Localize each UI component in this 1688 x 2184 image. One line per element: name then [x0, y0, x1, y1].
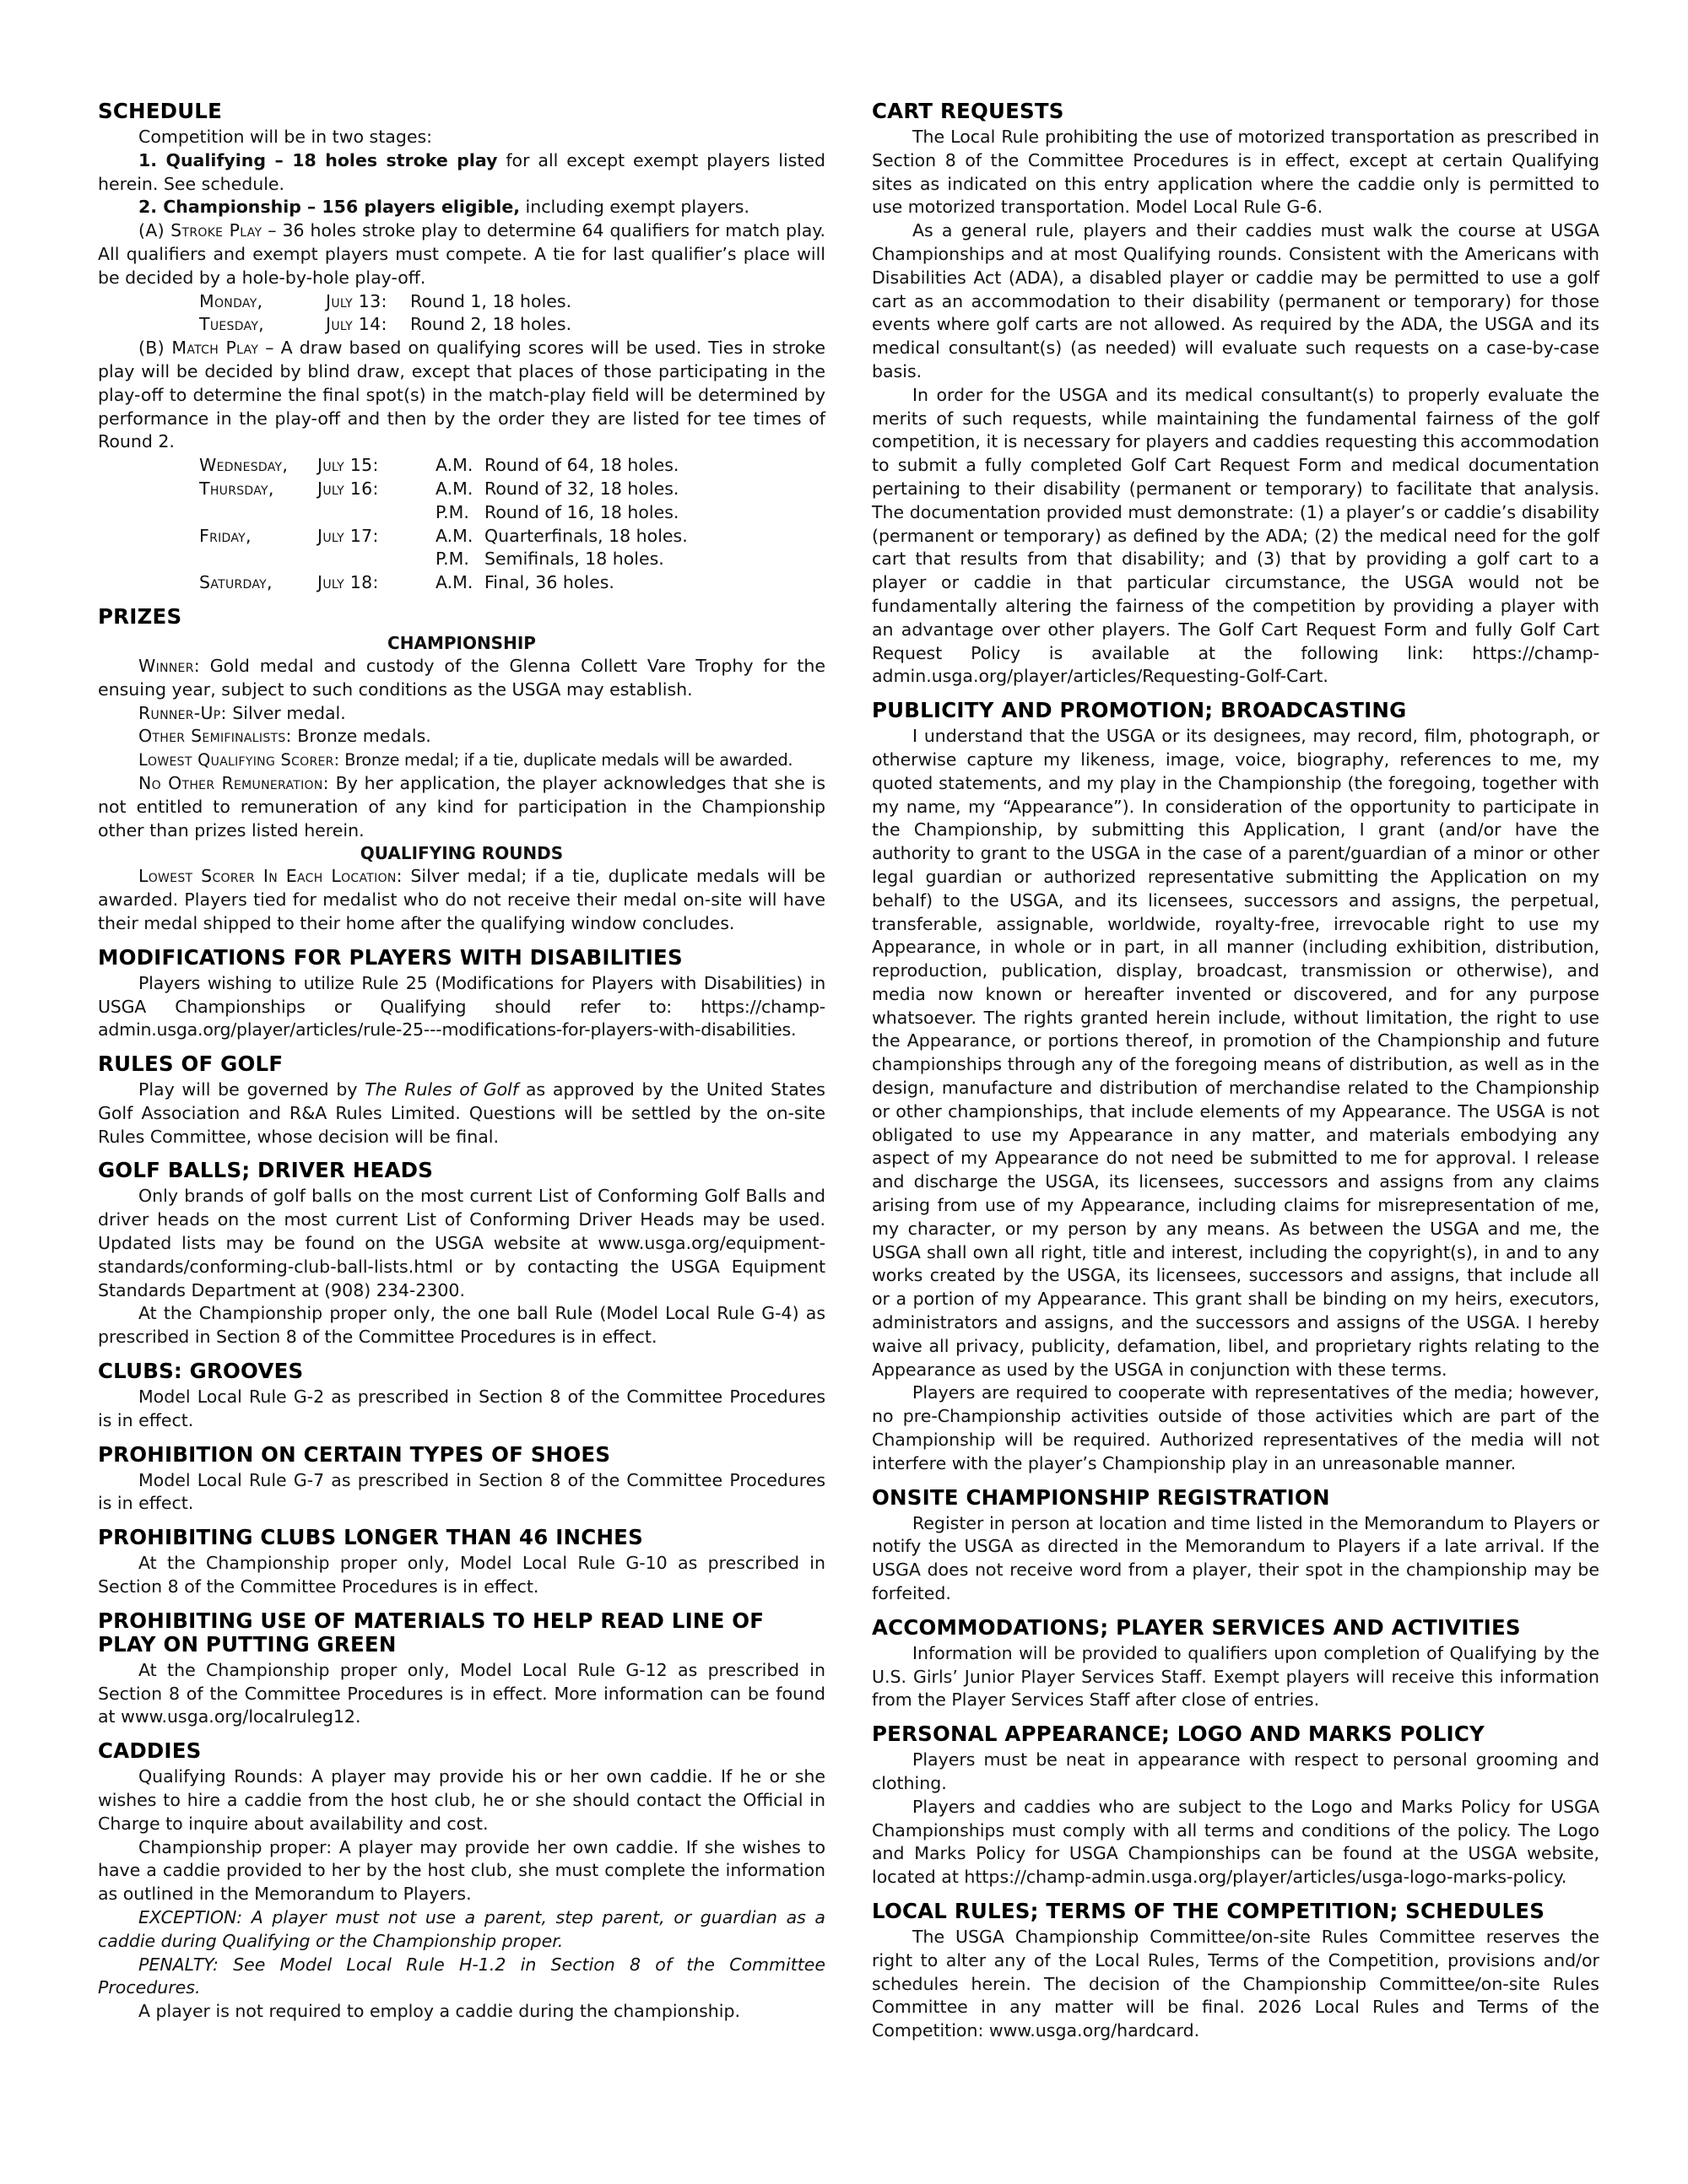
runner-up-prize: Runner-Up: Silver medal. [138, 702, 346, 723]
caddies-text-2: Championship proper: A player may provide her own caddie. If she wishes to have a caddie provided to her by the host club, she must complete the information as outlined in the Memorandum to Players. [98, 1836, 825, 1905]
schedule-time: A.M. [436, 572, 473, 593]
schedule-day: Saturday, [199, 572, 273, 593]
grooves-text: Model Local Rule G-2 as prescribed in Section 8 of the Committee Procedures is in effect. [98, 1387, 825, 1430]
stroke-play-paragraph: (A) Stroke Play – 36 holes stroke play to determine 64 qualifiers for match play. All qualifiers and exempt players must compete. A tie for last qualifier’s place will be decided by a hole-by-hole play-off. [98, 220, 825, 288]
schedule-date: July 18: [317, 572, 379, 593]
qualifying-rounds-subheading: QUALIFYING ROUNDS [360, 843, 564, 864]
registration-section [872, 1486, 1599, 1606]
materials-heading: PROHIBITING USE OF MATERIALS TO HELP READ LINE OF PLAY ON PUTTING GREEN [98, 1608, 765, 1657]
cart-section [872, 100, 1599, 689]
schedule-day: Friday, [199, 525, 252, 546]
clubs-46-text: At the Championship proper only, Model Local Rule G-10 as prescribed in Section 8 of the Committee Procedures is in effect. [98, 1553, 825, 1597]
schedule-item-2: 2. Championship – 156 players eligible, including exempt players. [138, 197, 749, 218]
rules-section [98, 1052, 825, 1149]
schedule-date [317, 548, 436, 571]
schedule-item-1: 1. Qualifying – 18 holes stroke play for all except exempt players listed herein. See schedule. [98, 149, 825, 194]
schedule-desc: Round of 16, 18 holes. [484, 501, 679, 522]
accommodations-heading: ACCOMMODATIONS; PLAYER SERVICES AND ACTIVITIES [872, 1614, 1521, 1640]
schedule-day: Monday, [199, 290, 263, 311]
schedule-time: A.M. [436, 525, 473, 546]
schedule-date: July 13: [326, 290, 387, 311]
schedule-date: July 17: [317, 525, 379, 546]
golf-balls-heading: GOLF BALLS; DRIVER HEADS [98, 1158, 434, 1183]
schedule-desc: Quarterfinals, 18 holes. [484, 525, 688, 546]
schedule-section [98, 100, 825, 595]
schedule-day: Tuesday, [199, 314, 264, 335]
cart-heading: CART REQUESTS [872, 99, 1064, 123]
caddies-heading: CADDIES [98, 1738, 202, 1764]
rules-text: Play will be governed by The Rules of Golf as approved by the United States Golf Association and R&A Rules Limited. Questions will be settled by the on-site Rules Committee, whose decision will be final. [98, 1079, 825, 1147]
winner-prize: Winner: Gold medal and custody of the Glenna Collett Vare Trophy for the ensuing year, subject to such conditions as the USGA may establish. [98, 655, 825, 700]
accommodations-section [872, 1616, 1599, 1712]
schedule-desc: Round of 32, 18 holes. [484, 478, 679, 499]
schedule-date [317, 501, 436, 525]
match-play-schedule [199, 454, 825, 595]
golf-balls-text-2: At the Championship proper only, the one ball Rule (Model Local Rule G-4) as prescribed in Section 8 of the Committee Procedures is in effect. [98, 1303, 825, 1348]
schedule-time: P.M. [436, 549, 469, 570]
right-column [872, 100, 1599, 2053]
caddies-text-3: A player is not required to employ a caddie during the championship. [138, 2001, 740, 2022]
local-rules-section [872, 1900, 1599, 2043]
schedule-heading: SCHEDULE [98, 99, 223, 123]
shoes-text: Model Local Rule G-7 as prescribed in Section 8 of the Committee Procedures is in effect. [98, 1469, 825, 1514]
appearance-text-1: Players must be neat in appearance with respect to personal grooming and clothing. [872, 1749, 1599, 1793]
championship-subheading: CHAMPIONSHIP [387, 632, 536, 653]
caddies-text-1: Qualifying Rounds: A player may provide his or her own caddie. If he or she wishes to hire a caddie from the host club, he or she should contact the Official in Charge to inquire about availability and cost. [98, 1766, 825, 1834]
left-column [98, 100, 825, 2034]
schedule-intro: Competition will be in two stages: [138, 127, 433, 147]
lowest-qualifying-prize: Lowest Qualifying Scorer: Bronze medal; if a tie, duplicate medals will be awarded. [138, 750, 793, 770]
schedule-day: Thursday, [199, 478, 274, 499]
schedule-day [199, 501, 317, 525]
schedule-desc: Round 1, 18 holes. [410, 290, 572, 311]
registration-heading: ONSITE CHAMPIONSHIP REGISTRATION [872, 1484, 1330, 1510]
local-rules-text: The USGA Championship Committee/on-site Rules Committee reserves the right to alter any of the Local Rules, Terms of the Competition, provisions and/or schedules herein. The decision of the Championship Committee/on-site Rules Committee in any matter will be final. 2026 Local Rules and Terms of the Competition: www.usga.org/hardcard. [872, 1926, 1599, 2041]
schedule-date: July 15: [317, 455, 379, 476]
registration-text: Register in person at location and time listed in the Memorandum to Players or notify the USGA as directed in the Memorandum to Players if a late arrival. If the USGA does not receive word from a player, their spot in the championship may be forfeited. [872, 1512, 1599, 1604]
prizes-heading: PRIZES [98, 603, 182, 629]
schedule-date: July 16: [317, 478, 379, 499]
schedule-desc: Final, 36 holes. [484, 572, 614, 593]
appearance-heading: PERSONAL APPEARANCE; LOGO AND MARKS POLICY [872, 1722, 1485, 1747]
shoes-section [98, 1443, 825, 1516]
modifications-section [98, 946, 825, 1042]
prizes-section [98, 605, 825, 936]
cart-text-2: As a general rule, players and their caddies must walk the course at USGA Championships and at most Qualifying rounds. Consistent with the Americans with Disabilities Act (ADA), a disabled player or caddie may be permitted to use a golf cart as an accommodation to their disability (permanent or temporary) for those events where golf carts are not allowed. As required by the ADA, the USGA and its medical consultant(s) (as needed) will evaluate such requests on a case-by-case basis. [872, 220, 1599, 381]
modifications-text: Players wishing to utilize Rule 25 (Modifications for Players with Disabilities) in USGA Championships or Qualifying should refer to: https://champ-admin.usga.org/player/articles/rule-25---modifications-for-players-with-disabilities. [98, 972, 825, 1041]
golf-balls-section [98, 1159, 825, 1349]
grooves-section [98, 1360, 825, 1433]
materials-section [98, 1609, 825, 1729]
caddies-section [98, 1739, 825, 2024]
accommodations-text: Information will be provided to qualifiers upon completion of Qualifying by the U.S. Girls’ Junior Player Services Staff. Exempt players will receive this information from the Player Services Staff after close of entries. [872, 1642, 1599, 1711]
schedule-date: July 14: [326, 314, 387, 335]
appearance-section [872, 1722, 1599, 1889]
stroke-play-schedule [199, 290, 825, 338]
schedule-time: A.M. [436, 455, 473, 476]
semifinalists-prize: Other Semifinalists: Bronze medals. [138, 726, 431, 747]
shoes-heading: PROHIBITION ON CERTAIN TYPES OF SHOES [98, 1441, 611, 1467]
clubs-46-heading: PROHIBITING CLUBS LONGER THAN 46 INCHES [98, 1525, 643, 1550]
rules-heading: RULES OF GOLF [98, 1051, 284, 1077]
caddies-penalty: PENALTY: See Model Local Rule H-1.2 in Section 8 of the Committee Procedures. [98, 1954, 825, 1998]
publicity-section [872, 699, 1599, 1476]
publicity-heading: PUBLICITY AND PROMOTION; BROADCASTING [872, 698, 1407, 723]
cart-text-1: The Local Rule prohibiting the use of motorized transportation as prescribed in Section 8 of the Committee Procedures is in effect, except at certain Qualifying sites as indicated on this entry application where the caddie only is permitted to use motorized transportation. Model Local Rule G-6. [872, 127, 1599, 218]
no-other-remuneration: No Other Remuneration: By her application, the player acknowledges that she is not entitled to remuneration of any kind for participation in the Championship other than prizes listed herein. [98, 772, 825, 841]
clubs-46-section [98, 1526, 825, 1599]
lowest-scorer-location: Lowest Scorer In Each Location: Silver medal; if a tie, duplicate medals will be awarded. Players tied for medalist who do not receive their medal on-site will have their medal shipped to their home after the qualifying window concludes. [98, 866, 825, 933]
schedule-desc: Round 2, 18 holes. [410, 314, 572, 335]
publicity-text-2: Players are required to cooperate with representatives of the media; however, no pre-Championship activities outside of those activities which are part of the Championship will be required. Authorized representatives of the media will not interfere with the player’s Championship play in an unreasonable manner. [872, 1382, 1599, 1473]
grooves-heading: CLUBS: GROOVES [98, 1359, 304, 1384]
cart-text-3: In order for the USGA and its medical consultant(s) to properly evaluate the merits of such requests, while maintaining the fundamental fairness of the golf competition, it is necessary for players and caddies requesting this accommodation to submit a fully completed Golf Cart Request Form and medical documentation pertaining to their disability (permanent or temporary) to facilitate that analysis. The documentation provided must demonstrate: (1) a player’s or caddie’s disability (permanent or temporary) as defined by the ADA; (2) the medical need for the golf cart that results from that disability; and (3) that by providing a golf cart to a player or caddie in that particular circumstance, the USGA would not be fundamentally altering the fairness of the competition by providing a player with an advantage over other players. The Golf Cart Request Form and fully Golf Cart Request Policy is available at the following link: https://champ-admin.usga.org/player/articles/Requesting-Golf-Cart. [872, 384, 1599, 687]
schedule-desc: Round of 64, 18 holes. [484, 455, 679, 476]
golf-balls-text-1: Only brands of golf balls on the most current List of Conforming Golf Balls and driver heads on the most current List of Conforming Driver Heads may be used. Updated lists may be found on the USGA website at www.usga.org/equipment-standards/conforming-club-ball-lists.html or by contacting the USGA Equipment Standards Department at (908) 234-2300. [98, 1186, 825, 1300]
schedule-desc: Semifinals, 18 holes. [484, 549, 664, 570]
schedule-time: P.M. [436, 501, 469, 522]
publicity-text-1: I understand that the USGA or its designees, may record, film, photograph, or otherwise capture my likeness, image, voice, biography, references to me, my quoted statements, and my play in the Championship (the foregoing, together with my name, my “Appearance”). In consideration of the opportunity to participate in the Championship, by submitting this Application, I grant (and/or have the authority to grant to the USGA in the case of a parent/guardian of a minor or other legal guardian or authorized representative submitting the Application on my behalf) to the USGA, and its licensees, successors and assigns, the perpetual, transferable, assignable, worldwide, royalty-free, irrevocable right to use my Appearance, in whole or in part, in all manner (including exhibition, distribution, reproduction, publication, display, broadcast, transmission or otherwise), and media now known or hereafter invented or discovered, and for any purpose whatsoever. The rights granted herein include, without limitation, the right to use the Appearance, or portions thereof, in promotion of the Championship and future championships through any of the foregoing means of distribution, as well as in the design, manufacture and distribution of merchandise related to the Championship or other championships, that include elements of my Appearance. The USGA is not obligated to use my Appearance in any matter, and materials embodying any aspect of my Appearance do not need be submitted to me for approval. I release and discharge the USGA, its licensees, successors and assigns from any claims arising from use of my Appearance, including claims for misrepresentation of me, my character, or my person by any means. As between the USGA and me, the USGA shall own all right, title and interest, including the copyright(s), in and to any works created by the USGA, its licensees, successors and assigns, that include all or a portion of my Appearance. This grant shall be binding on my heirs, executors, administrators and assigns, and the successors and assigns of the USGA. I hereby waive all privacy, publicity, defamation, libel, and proprietary rights relating to the Appearance as used by the USGA in conjunction with these terms. [872, 726, 1599, 1380]
caddies-exception: EXCEPTION: A player must not use a parent, step parent, or guardian as a caddie during Qualifying or the Championship proper. [98, 1907, 825, 1951]
modifications-heading: MODIFICATIONS FOR PLAYERS WITH DISABILITIES [98, 944, 683, 970]
schedule-day: Wednesday, [199, 455, 289, 476]
schedule-day [199, 548, 317, 571]
materials-text: At the Championship proper only, Model Local Rule G-12 as prescribed in Section 8 of the Committee Procedures is in effect. More information can be found at www.usga.org/localruleg12. [98, 1659, 825, 1727]
local-rules-heading: LOCAL RULES; TERMS OF THE COMPETITION; SCHEDULES [872, 1898, 1545, 1923]
schedule-time: A.M. [436, 478, 473, 499]
match-play-paragraph: (B) Match Play – A draw based on qualifying scores will be used. Ties in stroke play will be decided by blind draw, except that places of those participating in the play-off to determine the final spot(s) in the match-play field will be determined by performance in the play-off and then by the order they are listed for tee times of Round 2. [98, 338, 826, 452]
appearance-text-2: Players and caddies who are subject to the Logo and Marks Policy for USGA Championships must comply with all terms and conditions of the policy. The Logo and Marks Policy for USGA Championships can be found at the USGA website, located at https://champ-admin.usga.org/player/articles/usga-logo-marks-policy. [872, 1796, 1599, 1888]
